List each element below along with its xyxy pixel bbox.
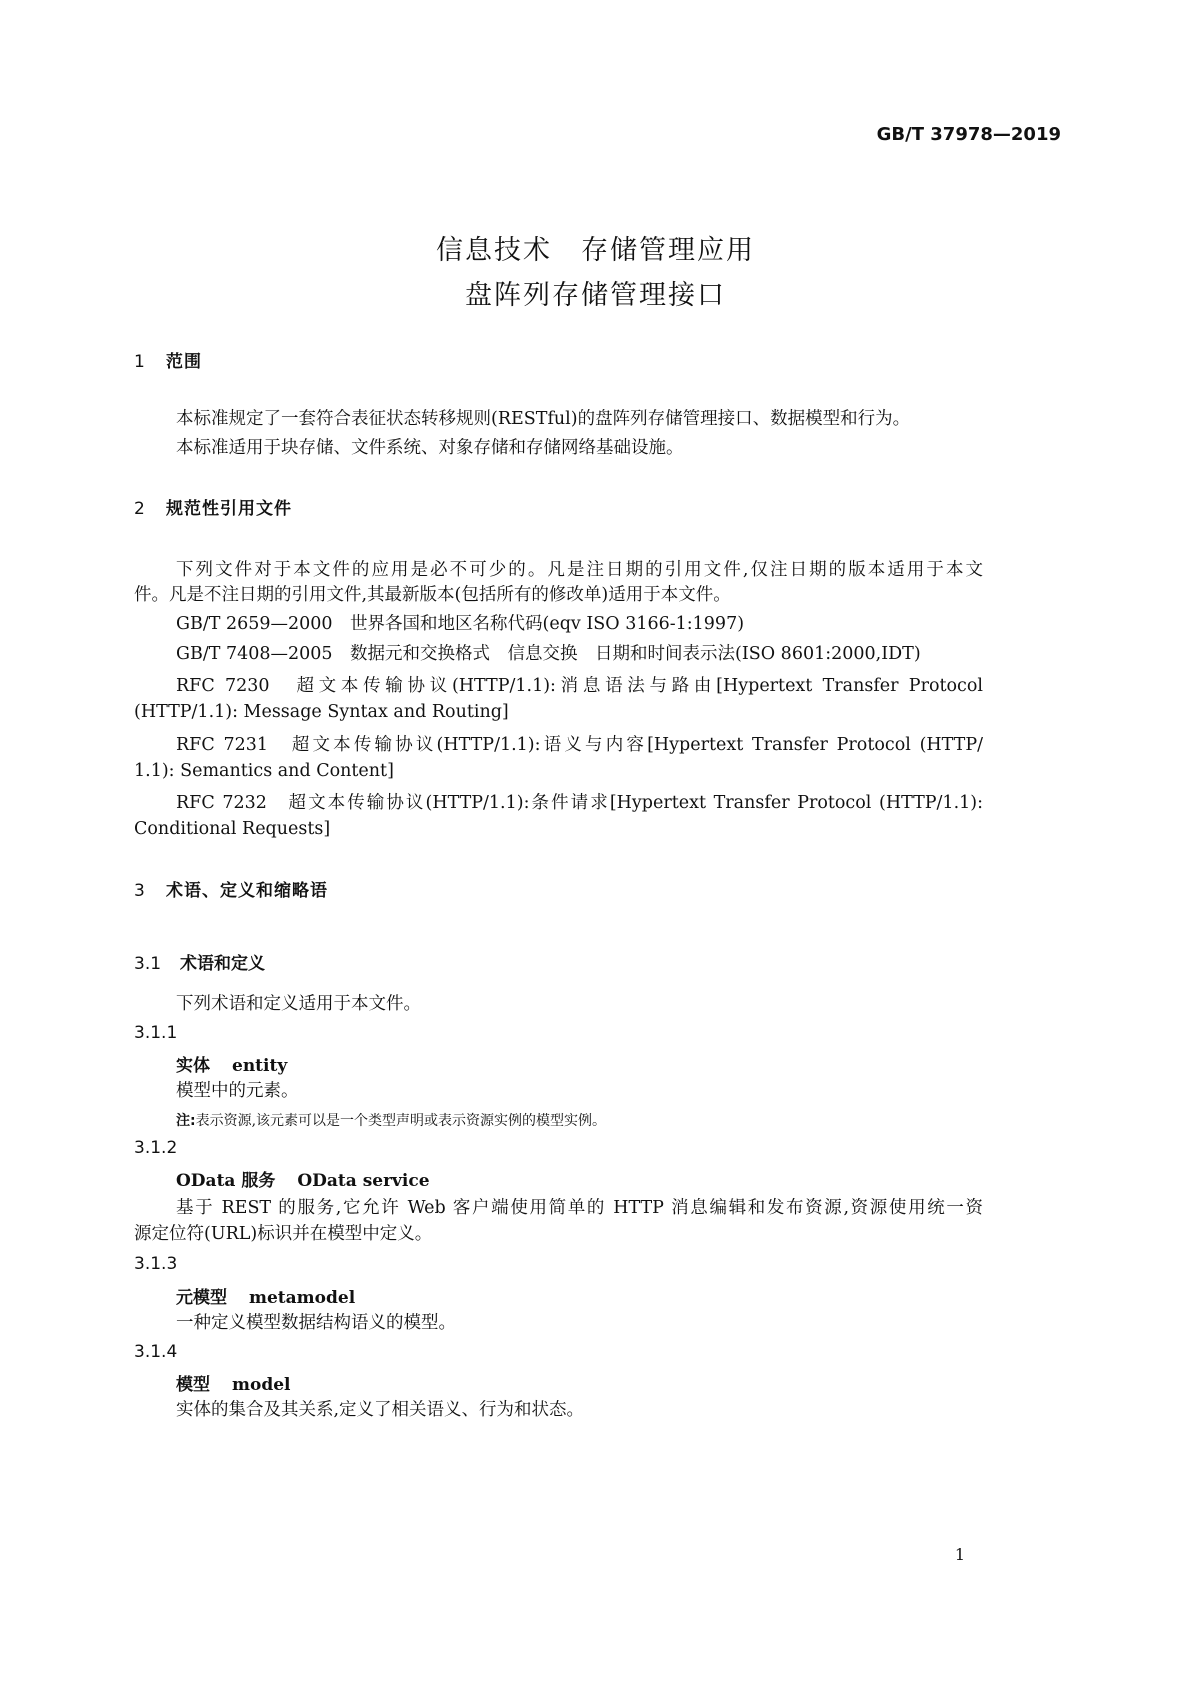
term-definition: 基于 REST 的服务,它允许 Web 客户端使用简单的 HTTP 消息编辑和发布资源,资源使用统一资: [176, 1198, 983, 1218]
term-en: metamodel: [249, 1288, 356, 1308]
terms-intro: 下列术语和定义适用于本文件。: [176, 994, 421, 1014]
note-text: 表示资源,该元素可以是一个类型声明或表示资源实例的模型实例。: [195, 1113, 607, 1129]
section-title: 规范性引用文件: [166, 499, 292, 519]
subsection-3-1-heading: [134, 949, 265, 974]
term-en: model: [232, 1375, 291, 1395]
section-3-heading: [134, 876, 328, 901]
reference-item: RFC 7230 超文本传输协议(HTTP/1.1):消息语法与路由[Hypertext Transfer Protocol: [176, 676, 983, 696]
section-number: 1: [134, 352, 146, 372]
term-definition: 实体的集合及其关系,定义了相关语义、行为和状态。: [176, 1400, 585, 1420]
section-title: 术语、定义和缩略语: [166, 881, 328, 901]
reference-item-continued: (HTTP/1.1): Message Syntax and Routing]: [134, 702, 509, 722]
scope-paragraph-1: 本标准规定了一套符合表征状态转移规则(RESTful)的盘阵列存储管理接口、数据模型和行为。: [176, 409, 911, 429]
reference-item: GB/T 7408—2005 数据元和交换格式 信息交换 日期和时间表示法(ISO 8601:2000,IDT): [176, 644, 921, 664]
term-definition-continued: 源定位符(URL)标识并在模型中定义。: [134, 1224, 433, 1244]
subsection-number: 3.1: [134, 954, 162, 974]
term-number: 3.1.2: [134, 1138, 178, 1158]
term-number: 3.1.3: [134, 1254, 178, 1274]
subsection-title: 术语和定义: [180, 954, 265, 974]
term-entry: [176, 1051, 287, 1076]
note-label: 注:: [176, 1113, 196, 1129]
section-2-heading: [134, 494, 292, 519]
section-1-heading: [134, 347, 202, 372]
scope-paragraph-2: 本标准适用于块存储、文件系统、对象存储和存储网络基础设施。: [176, 438, 684, 458]
section-title: 范围: [166, 352, 202, 372]
reference-item: GB/T 2659—2000 世界各国和地区名称代码(eqv ISO 3166-1:1997): [176, 614, 745, 634]
page-number: 1: [954, 1545, 965, 1564]
term-definition: 一种定义模型数据结构语义的模型。: [176, 1313, 456, 1333]
standard-code: GB/T 37978—2019: [876, 124, 1061, 145]
term-en: OData service: [297, 1171, 430, 1191]
reference-item-continued: 1.1): Semantics and Content]: [134, 761, 394, 781]
term-en: entity: [232, 1056, 288, 1076]
term-zh: OData 服务: [176, 1171, 276, 1191]
term-note: [176, 1110, 606, 1130]
term-number: 3.1.1: [134, 1023, 178, 1043]
term-entry: [176, 1283, 355, 1308]
term-entry: [176, 1370, 291, 1395]
normative-intro-line1: 下列文件对于本文件的应用是必不可少的。凡是注日期的引用文件,仅注日期的版本适用于本文: [176, 560, 983, 580]
reference-item: RFC 7231 超文本传输协议(HTTP/1.1):语义与内容[Hypertext Transfer Protocol (HTTP/: [176, 735, 983, 755]
section-number: 3: [134, 881, 146, 901]
term-zh: 模型: [176, 1375, 210, 1395]
document-title-line2: 盘阵列存储管理接口: [465, 280, 726, 311]
reference-item: RFC 7232 超文本传输协议(HTTP/1.1):条件请求[Hypertext Transfer Protocol (HTTP/1.1):: [176, 793, 983, 813]
normative-intro-line2: 件。凡是不注日期的引用文件,其最新版本(包括所有的修改单)适用于本文件。: [134, 585, 731, 605]
term-zh: 实体: [176, 1056, 210, 1076]
term-number: 3.1.4: [134, 1342, 178, 1362]
section-number: 2: [134, 499, 146, 519]
term-zh: 元模型: [176, 1288, 227, 1308]
reference-item-continued: Conditional Requests]: [134, 819, 331, 839]
term-entry: [176, 1166, 430, 1191]
term-definition: 模型中的元素。: [176, 1081, 299, 1101]
document-title-line1: 信息技术 存储管理应用: [436, 235, 755, 266]
